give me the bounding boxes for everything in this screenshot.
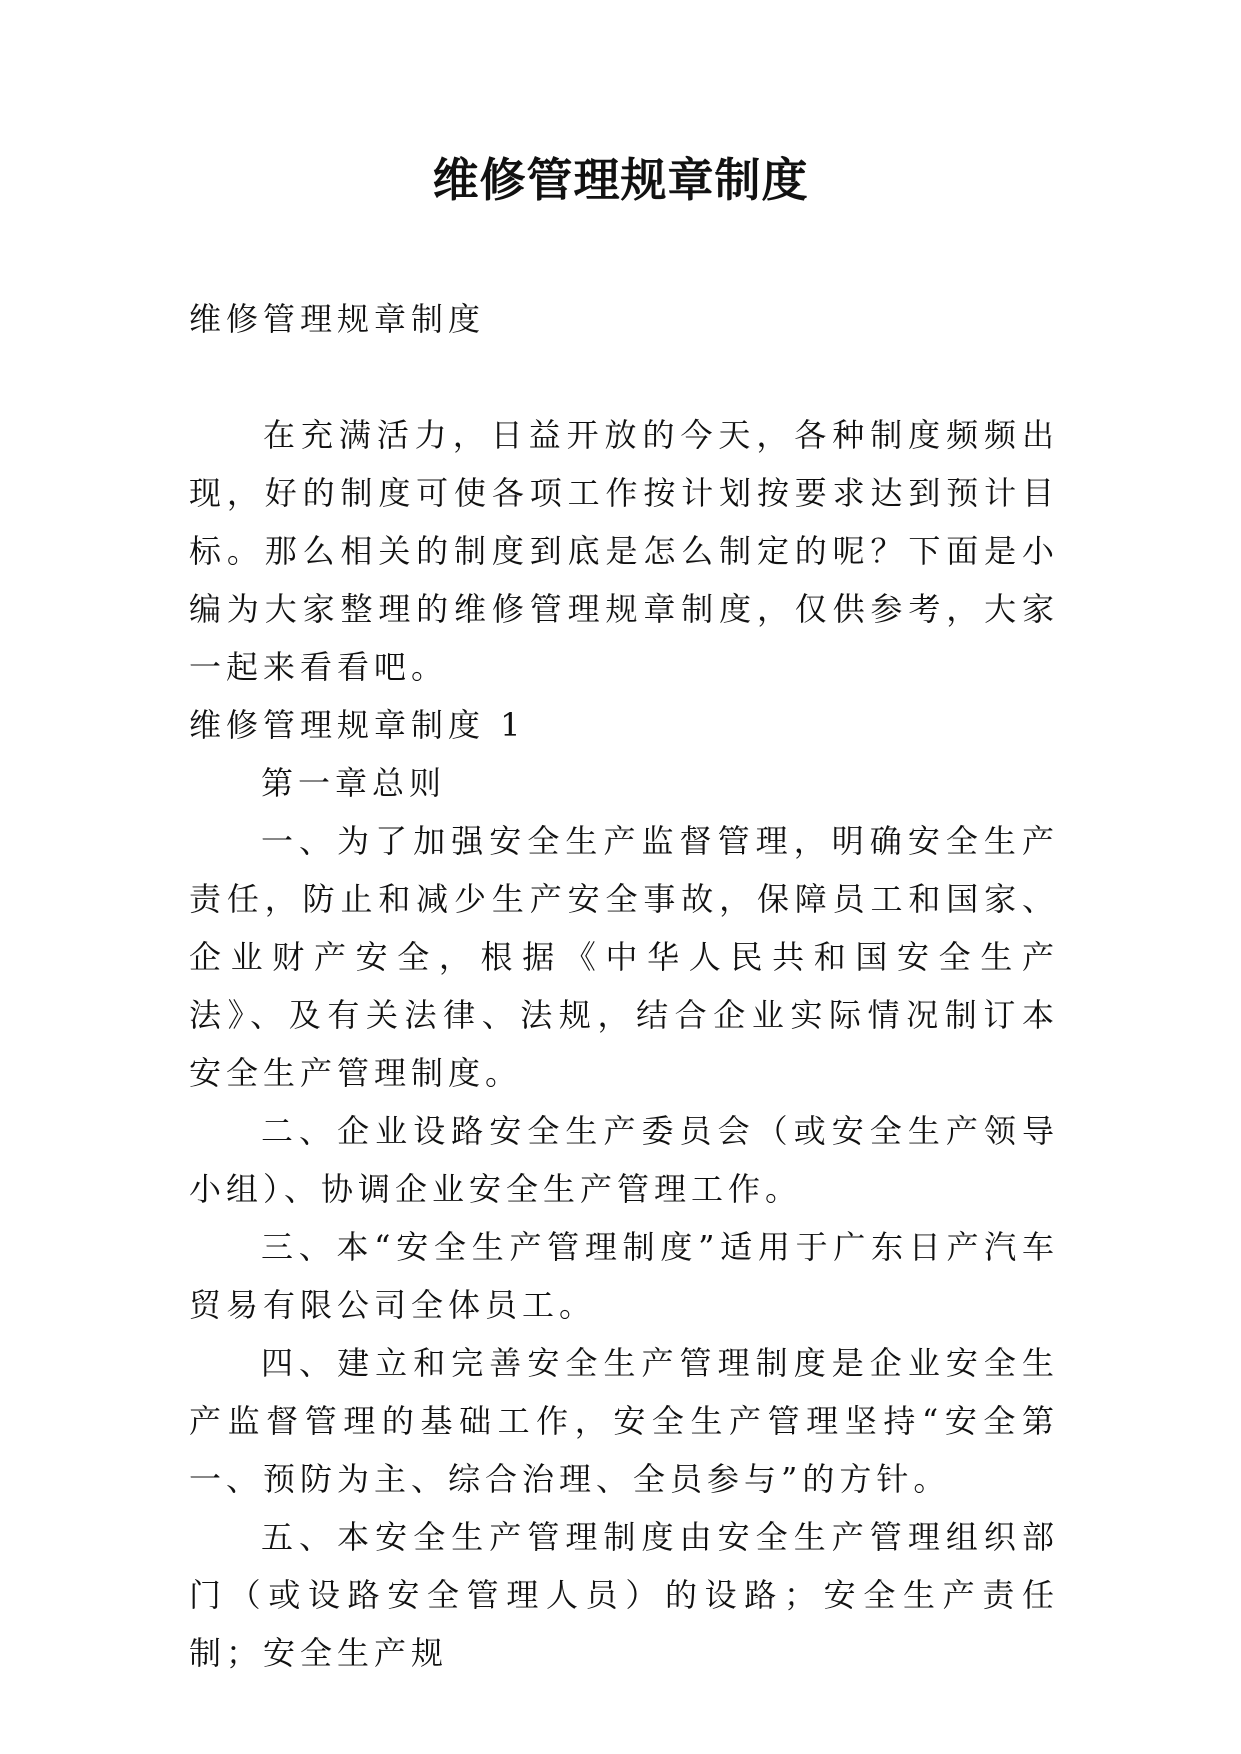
paragraph-4: 四、建立和完善安全生产管理制度是企业安全生产监督管理的基础工作，安全生产管理坚持“安全第一、预防为主、综合治理、全员参与”的方针。 — [189, 1344, 1059, 1498]
paragraph-2: 二、企业设路安全生产委员会（或安全生产领导小组）、协调企业安全生产管理工作。 — [189, 1112, 1059, 1208]
document-title: 维修管理规章制度 — [432, 153, 809, 207]
intro-paragraph: 在充满活力，日益开放的今天，各种制度频频出现，好的制度可使各项工作按计划按要求达到预计目标。那么相关的制度到底是怎么制定的呢？下面是小编为大家整理的维修管理规章制度，仅供参考，大家一起来看看吧。 — [189, 416, 1059, 686]
paragraph-5: 五、本安全生产管理制度由安全生产管理组织部门（或设路安全管理人员）的设路；安全生产责任制；安全生产规 — [189, 1518, 1059, 1672]
chapter-heading: 第一章总则 — [261, 764, 447, 802]
section-body — [189, 754, 1059, 1682]
section-heading: 维修管理规章制度 1 — [189, 706, 526, 744]
paragraph-3: 三、本“安全生产管理制度”适用于广东日产汽车贸易有限公司全体员工。 — [189, 1228, 1059, 1324]
document-subtitle: 维修管理规章制度 — [189, 300, 486, 338]
paragraph-1: 一、为了加强安全生产监督管理，明确安全生产责任，防止和减少生产安全事故，保障员工和国家、企业财产安全，根据《中华人民共和国安全生产法》、及有关法律、法规，结合企业实际情况制订本安全生产管理制度。 — [189, 822, 1059, 1092]
